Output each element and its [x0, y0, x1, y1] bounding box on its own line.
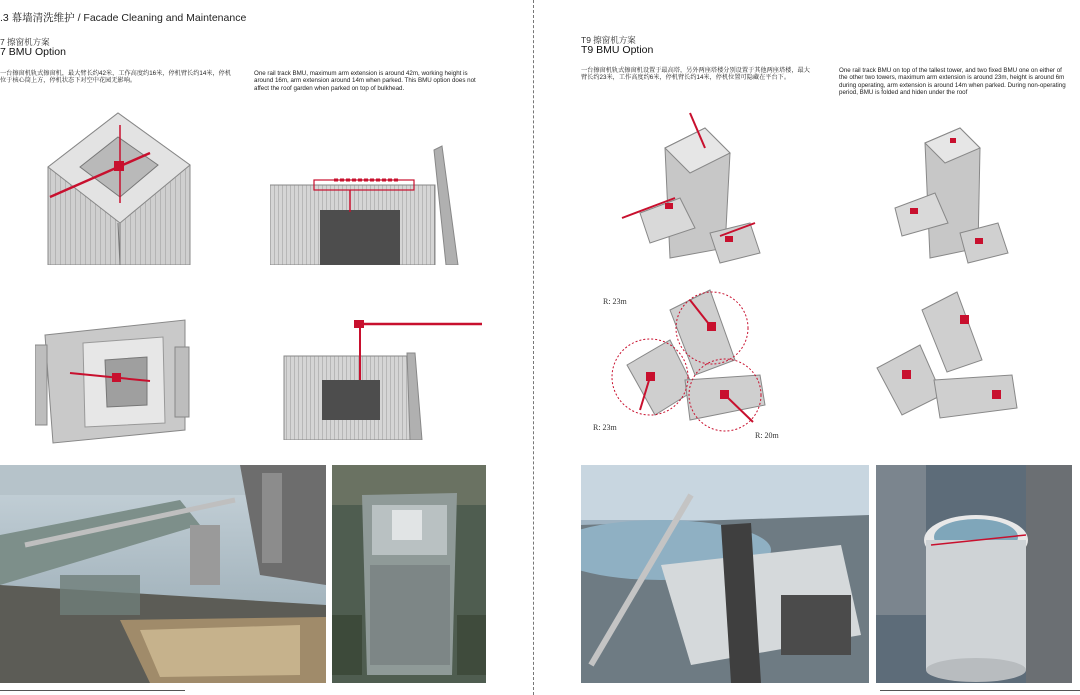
left-roof-plan-diagram [35, 315, 195, 445]
right-section-title-en: T9 BMU Option [581, 44, 654, 56]
left-section-title-cn: 7 擦窗机方案 [0, 37, 50, 47]
left-photo-rooftop-bmu [0, 465, 326, 683]
right-description-en: One rail track BMU on top of the tallest tower, and two fixed BMU one on either of the other two towers, maximum arm extension is around 23m, height is around 6m during operating, arm extension is around 14m when parked. During non-operating period, BMU is folded and hiden under the roof [839, 67, 1066, 97]
right-towers-axonometric-diagram-1 [620, 108, 770, 268]
left-section-title-en: 7 BMU Option [0, 46, 66, 58]
right-towers-axonometric-diagram-2 [890, 118, 1010, 268]
right-roof-plan-radius-diagram [585, 280, 790, 440]
right-footer-rule [880, 690, 1080, 691]
tower-plan-shapes [627, 290, 765, 420]
left-elevation-diagram-top [270, 140, 460, 265]
page-title: .3 幕墙清洗维护 / Facade Cleaning and Maintenance [0, 12, 247, 24]
left-elevation-diagram-bottom [282, 318, 487, 440]
right-roof-plan-parked-diagram [872, 290, 1022, 425]
left-footer-rule [0, 690, 185, 691]
right-section-title-cn: T9 擦窗机方案 [581, 35, 636, 45]
radius-label-1: R: 23m [603, 297, 627, 306]
right-photo-bmu-closeup [581, 465, 869, 683]
left-photo-aerial-tower [332, 465, 486, 683]
page-divider [533, 0, 534, 695]
right-description-cn: 一台擦窗机轨式擦窗机设置于最高塔，另外两座塔楼分别设置于其他两座塔楼，最大臂长约23米，工作高度约6米，停机臂长约14米，停机位置可隐藏在平台下。 [581, 67, 810, 82]
left-description-cn: 一台擦窗机轨式擦窗机，最大臂长约42米，工作高度约16米，停机臂长约14米，停机位于核心筒上方，停机状态下对空中花园无影响。 [0, 70, 232, 85]
radius-label-3: R: 20m [755, 431, 779, 440]
right-photo-aerial-round-tower [876, 465, 1072, 683]
left-tower-perspective-diagram [40, 105, 200, 265]
left-description-en: One rail track BMU, maximum arm extension is around 42m, working height is around 16m, arm extension around 14m when parked. This BMU option does not affect the roof garden when parked on top of bulkhead. [254, 70, 476, 92]
radius-label-2: R: 23m [593, 423, 617, 432]
